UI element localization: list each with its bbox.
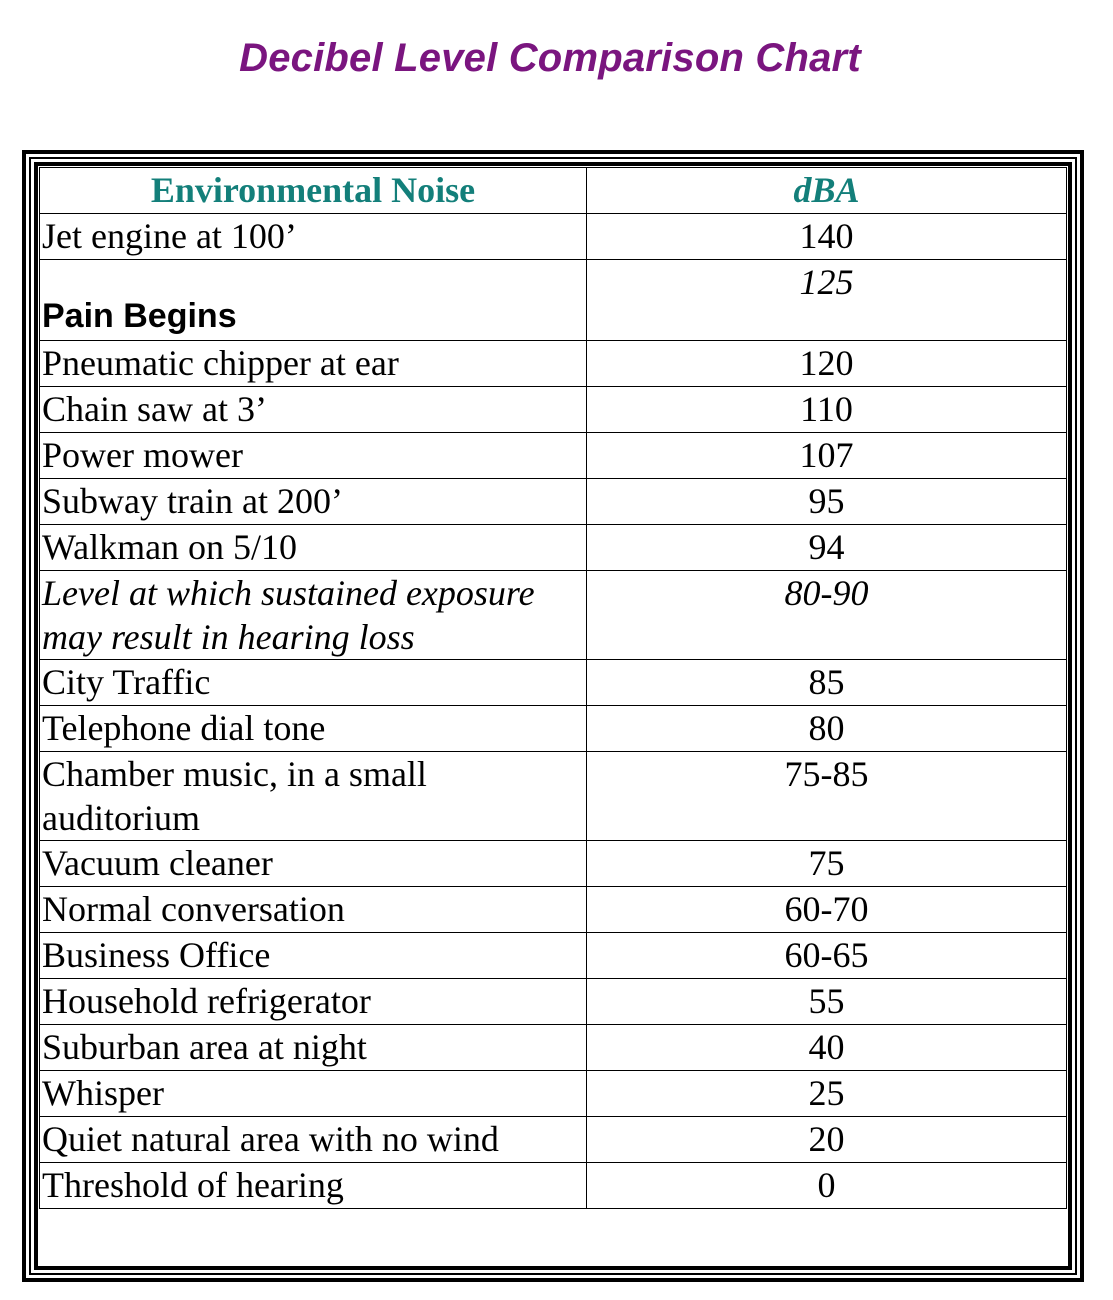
- table-row: [40, 525, 1067, 571]
- row-value: 107: [587, 433, 1067, 479]
- row-value: 94: [587, 525, 1067, 571]
- table-row: [40, 1025, 1067, 1071]
- row-value: 125: [587, 260, 1067, 341]
- table-row: [40, 752, 1067, 841]
- table-row: [40, 433, 1067, 479]
- row-value: 25: [587, 1071, 1067, 1117]
- row-label: Jet engine at 100’: [40, 214, 587, 260]
- row-value: 120: [587, 341, 1067, 387]
- row-value: 85: [587, 660, 1067, 706]
- row-value: 75: [587, 841, 1067, 887]
- row-value: 95: [587, 479, 1067, 525]
- row-value: 60-70: [587, 887, 1067, 933]
- table-row: [40, 979, 1067, 1025]
- row-value: 60-65: [587, 933, 1067, 979]
- row-label: Normal conversation: [40, 887, 587, 933]
- header-dba: dBA: [587, 168, 1067, 214]
- row-label: Pneumatic chipper at ear: [40, 341, 587, 387]
- table-row: [40, 387, 1067, 433]
- row-label: Quiet natural area with no wind: [40, 1117, 587, 1163]
- row-label: Walkman on 5/10: [40, 525, 587, 571]
- row-value: 110: [587, 387, 1067, 433]
- table-row: [40, 933, 1067, 979]
- row-label: Level at which sustained exposure may result in hearing loss: [40, 571, 587, 660]
- row-value: 80: [587, 706, 1067, 752]
- row-value: 20: [587, 1117, 1067, 1163]
- table-row: [40, 214, 1067, 260]
- row-label: Suburban area at night: [40, 1025, 587, 1071]
- row-label: Chamber music, in a small auditorium: [40, 752, 587, 841]
- table-row: [40, 479, 1067, 525]
- row-value: 140: [587, 214, 1067, 260]
- table-row: [40, 1117, 1067, 1163]
- table-row-pain-begins: [40, 260, 1067, 341]
- row-label: Household refrigerator: [40, 979, 587, 1025]
- table-row-hearing-loss: [40, 571, 1067, 660]
- row-label: City Traffic: [40, 660, 587, 706]
- row-label: Subway train at 200’: [40, 479, 587, 525]
- header-environmental-noise: Environmental Noise: [40, 168, 587, 214]
- row-label: Power mower: [40, 433, 587, 479]
- row-label: Chain saw at 3’: [40, 387, 587, 433]
- row-value: 40: [587, 1025, 1067, 1071]
- table-header-row: [40, 168, 1067, 214]
- table-row: [40, 841, 1067, 887]
- page-title: Decibel Level Comparison Chart: [239, 36, 861, 80]
- row-label: Whisper: [40, 1071, 587, 1117]
- table-row: [40, 887, 1067, 933]
- row-value: 75-85: [587, 752, 1067, 841]
- table-row: [40, 1163, 1067, 1209]
- row-label: Vacuum cleaner: [40, 841, 587, 887]
- table-row: [40, 341, 1067, 387]
- table-row: [40, 706, 1067, 752]
- decibel-table: [39, 167, 1067, 1209]
- row-label: Business Office: [40, 933, 587, 979]
- row-value: 55: [587, 979, 1067, 1025]
- row-value: 0: [587, 1163, 1067, 1209]
- row-label: Pain Begins: [40, 260, 587, 341]
- row-value: 80-90: [587, 571, 1067, 660]
- row-label: Telephone dial tone: [40, 706, 587, 752]
- table-row: [40, 1071, 1067, 1117]
- row-label: Threshold of hearing: [40, 1163, 587, 1209]
- table-row: [40, 660, 1067, 706]
